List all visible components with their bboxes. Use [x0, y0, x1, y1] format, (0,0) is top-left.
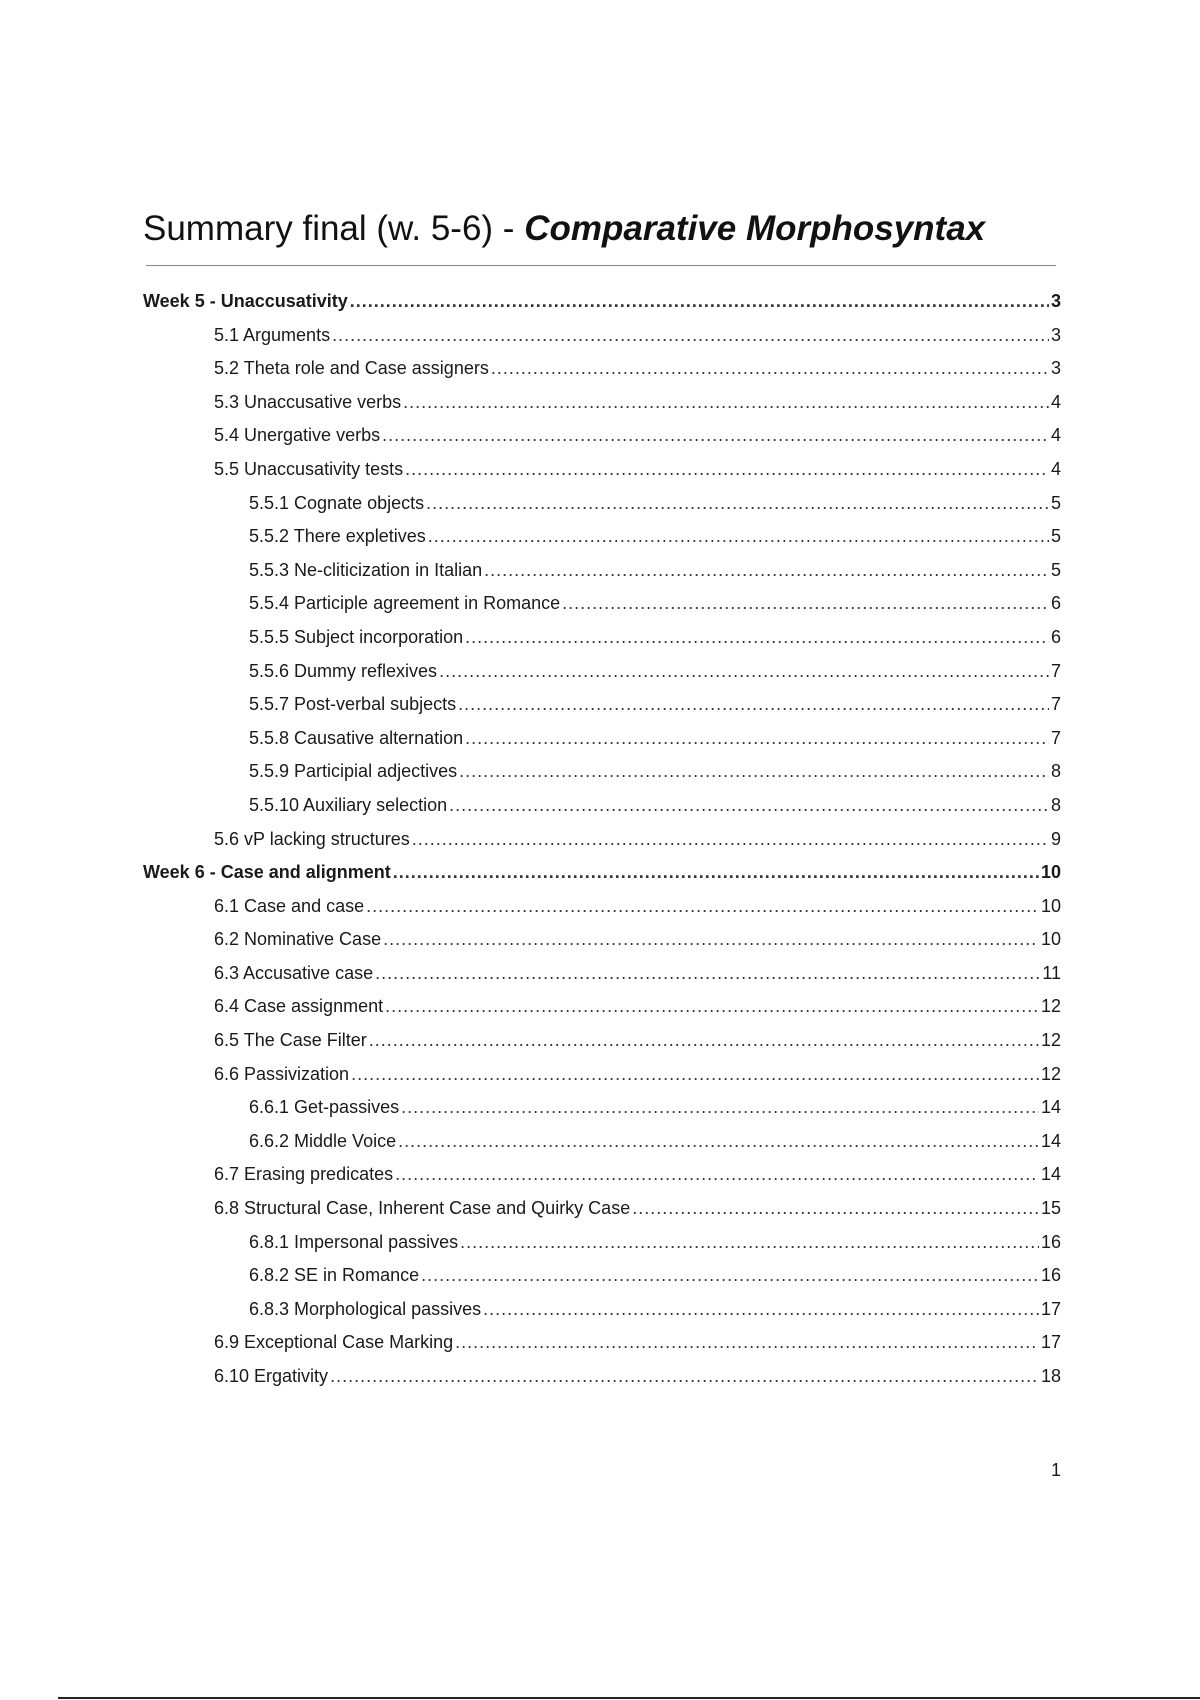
toc-entry-title: 6.10 Ergativity [214, 1366, 329, 1386]
toc-entry[interactable] [143, 554, 1061, 588]
toc-entry-title: 6.3 Accusative case [214, 962, 374, 983]
toc-dot-leader [385, 990, 1039, 1024]
toc-dot-leader [458, 688, 1049, 722]
toc-entry[interactable] [143, 520, 1061, 554]
toc-entry-title: 5.5.5 Subject incorporation [249, 626, 464, 647]
toc-entry-title: 5.6 vP lacking structures [214, 828, 410, 849]
toc-page-number: 10 [1040, 862, 1061, 883]
toc-entry[interactable] [143, 587, 1061, 621]
toc-dot-leader [405, 453, 1049, 487]
toc-entry-title: 6.8.1 Impersonal passives [249, 1231, 459, 1252]
toc-entry[interactable] [143, 621, 1061, 655]
toc-entry[interactable] [143, 1326, 1061, 1360]
toc-section[interactable] [143, 285, 1061, 319]
toc-dot-leader [401, 1091, 1039, 1125]
toc-entry-title: 6.6 Passivization [214, 1063, 350, 1084]
toc-entry-title: 6.2 Nominative Case [214, 929, 382, 950]
toc-section[interactable] [143, 856, 1061, 890]
toc-dot-leader [369, 1024, 1039, 1058]
toc-entry-title: 6.8.2 SE in Romance [249, 1265, 420, 1286]
toc-page-number: 16 [1040, 1265, 1061, 1286]
toc-entry[interactable] [143, 1226, 1061, 1260]
toc-entry-title: 6.8.3 Morphological passives [249, 1298, 482, 1319]
toc-entry[interactable] [143, 1259, 1061, 1293]
toc-page-number: 14 [1040, 1130, 1061, 1151]
toc-page-number: 3 [1050, 291, 1061, 311]
toc-entry-title: 6.6.2 Middle Voice [249, 1130, 397, 1151]
toc-page-number: 14 [1040, 1097, 1061, 1118]
toc-dot-leader [366, 890, 1039, 924]
toc-entry[interactable] [143, 1024, 1061, 1058]
toc-dot-leader [426, 487, 1049, 521]
toc-entry[interactable] [143, 957, 1061, 991]
toc-page-number: 3 [1050, 358, 1061, 379]
toc-entry[interactable] [143, 789, 1061, 823]
toc-dot-leader [460, 1226, 1039, 1260]
title-emphasis: Comparative Morphosyntax [524, 209, 986, 249]
table-of-contents [143, 285, 1061, 1394]
toc-entry-title: 5.5.8 Causative alternation [249, 727, 464, 748]
toc-page-number: 8 [1050, 761, 1061, 782]
toc-dot-leader [455, 1326, 1039, 1360]
toc-entry[interactable] [143, 386, 1061, 420]
toc-entry-title: 5.5.4 Participle agreement in Romance [249, 593, 561, 614]
toc-page-number: 4 [1050, 425, 1061, 446]
toc-dot-leader [330, 1360, 1039, 1394]
toc-entry-title: 5.5.10 Auxiliary selection [249, 794, 448, 815]
toc-entry-title: 5.2 Theta role and Case assigners [214, 358, 489, 379]
toc-entry-title: 6.8 Structural Case, Inherent Case and Quirky Case [214, 1198, 631, 1219]
toc-entry-title: 5.3 Unaccusative verbs [214, 391, 402, 412]
toc-dot-leader [449, 789, 1049, 823]
toc-page-number: 17 [1040, 1298, 1061, 1319]
toc-entry[interactable] [143, 1360, 1061, 1394]
toc-entry-title: 5.4 Unergative verbs [214, 425, 381, 446]
toc-page-number: 12 [1040, 1030, 1061, 1051]
toc-entry-title: 5.5 Unaccusativity tests [214, 458, 404, 479]
toc-entry-title: 5.1 Arguments [214, 324, 331, 345]
toc-entry[interactable] [143, 890, 1061, 924]
toc-entry-title: 5.5.1 Cognate objects [249, 492, 425, 513]
toc-dot-leader [484, 554, 1049, 588]
toc-dot-leader [428, 520, 1049, 554]
toc-entry[interactable] [143, 1125, 1061, 1159]
toc-dot-leader [632, 1192, 1039, 1226]
toc-entry-title: 6.7 Erasing predicates [214, 1164, 394, 1185]
toc-entry[interactable] [143, 755, 1061, 789]
toc-page-number: 6 [1050, 593, 1061, 614]
toc-page-number: 12 [1040, 1063, 1061, 1084]
toc-page-number: 7 [1050, 727, 1061, 748]
toc-entry-title: 5.5.6 Dummy reflexives [249, 660, 438, 681]
toc-entry[interactable] [143, 319, 1061, 353]
toc-dot-leader [383, 923, 1039, 957]
toc-dot-leader [412, 823, 1049, 857]
toc-dot-leader [421, 1259, 1039, 1293]
toc-dot-leader [332, 319, 1049, 353]
toc-dot-leader [395, 1158, 1039, 1192]
toc-page-number: 4 [1050, 391, 1061, 412]
toc-dot-leader [398, 1125, 1039, 1159]
page-number: 1 [1050, 1460, 1061, 1480]
toc-entry[interactable] [143, 352, 1061, 386]
toc-entry-title: 5.5.2 There expletives [249, 526, 426, 547]
toc-page-number: 5 [1050, 526, 1061, 547]
toc-entry[interactable] [143, 419, 1061, 453]
toc-entry-title: 5.5.3 Ne-cliticization in Italian [249, 559, 483, 580]
toc-entry-title: Week 5 - Unaccusativity [143, 291, 348, 311]
toc-dot-leader [483, 1293, 1039, 1327]
toc-page-number: 10 [1040, 929, 1061, 950]
toc-page-number: 11 [1042, 962, 1061, 983]
toc-dot-leader [465, 722, 1049, 756]
toc-entry[interactable] [143, 1091, 1061, 1125]
toc-page-number: 5 [1050, 559, 1061, 580]
title-prefix: Summary final (w. 5-6) - [143, 209, 525, 249]
toc-entry[interactable] [143, 923, 1061, 957]
toc-entry-title: Week 6 - Case and alignment [143, 862, 391, 883]
toc-dot-leader [491, 352, 1049, 386]
page-title [143, 205, 985, 253]
toc-entry[interactable] [143, 1192, 1061, 1226]
toc-entry[interactable] [143, 823, 1061, 857]
toc-page-number: 7 [1050, 694, 1061, 715]
toc-entry[interactable] [143, 655, 1061, 689]
toc-page-number: 4 [1050, 458, 1061, 479]
page-bottom-rule [58, 1697, 1200, 1699]
toc-dot-leader [375, 957, 1040, 991]
toc-entry[interactable] [143, 688, 1061, 722]
toc-page-number: 14 [1040, 1164, 1061, 1185]
toc-entry[interactable] [143, 1293, 1061, 1327]
toc-entry[interactable] [143, 487, 1061, 521]
toc-page-number: 9 [1050, 828, 1061, 849]
toc-page-number: 7 [1050, 660, 1061, 681]
toc-entry[interactable] [143, 1058, 1061, 1092]
toc-entry-title: 5.5.9 Participial adjectives [249, 761, 458, 782]
toc-page-number: 6 [1050, 626, 1061, 647]
toc-entry-title: 6.4 Case assignment [214, 996, 384, 1017]
toc-page-number: 17 [1040, 1332, 1061, 1353]
toc-dot-leader [350, 285, 1049, 319]
toc-dot-leader [465, 621, 1049, 655]
toc-entry-title: 6.5 The Case Filter [214, 1030, 367, 1051]
toc-entry[interactable] [143, 722, 1061, 756]
toc-page-number: 12 [1040, 996, 1061, 1017]
toc-dot-leader [562, 587, 1049, 621]
toc-entry[interactable] [143, 1158, 1061, 1192]
toc-dot-leader [393, 856, 1039, 890]
toc-page-number: 16 [1040, 1231, 1061, 1252]
toc-page-number: 15 [1040, 1198, 1061, 1219]
toc-entry[interactable] [143, 453, 1061, 487]
toc-page-number: 3 [1050, 324, 1061, 345]
toc-entry[interactable] [143, 990, 1061, 1024]
toc-dot-leader [351, 1058, 1039, 1092]
toc-entry-title: 6.1 Case and case [214, 895, 365, 916]
toc-entry-title: 6.6.1 Get-passives [249, 1097, 400, 1118]
toc-entry-title: 5.5.7 Post-verbal subjects [249, 694, 457, 715]
toc-page-number: 8 [1050, 794, 1061, 815]
toc-dot-leader [403, 386, 1049, 420]
toc-page-number: 10 [1040, 895, 1061, 916]
title-divider [146, 265, 1056, 266]
toc-dot-leader [459, 755, 1049, 789]
toc-entry-title: 6.9 Exceptional Case Marking [214, 1332, 454, 1353]
toc-page-number: 18 [1040, 1366, 1061, 1386]
toc-dot-leader [439, 655, 1049, 689]
toc-dot-leader [382, 419, 1049, 453]
toc-page-number: 5 [1050, 492, 1061, 513]
